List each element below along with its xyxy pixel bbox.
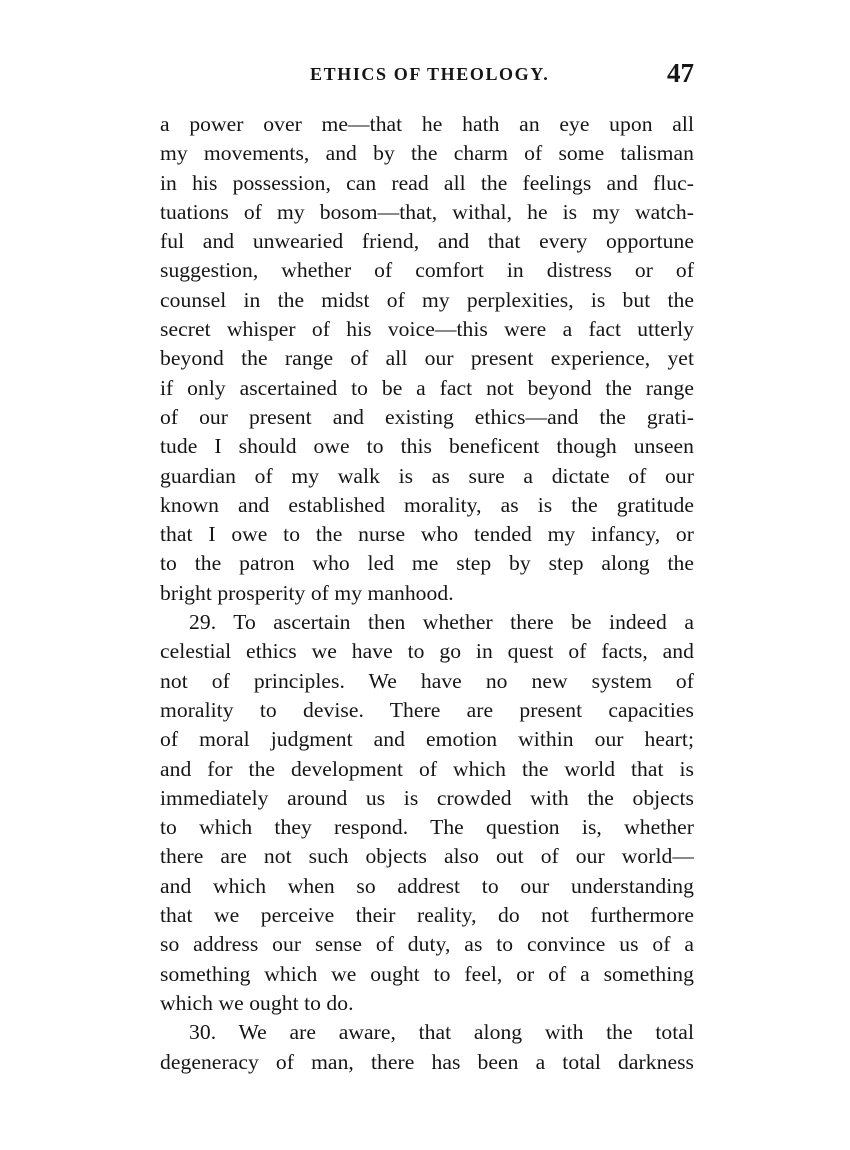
section-29-first-line: 29. To ascertain then whether there be indeed a [189, 610, 694, 635]
text-line: secret whisper of his voice—this were a fact utterly [160, 317, 694, 342]
text-line: tude I should owe to this beneficent though unseen [160, 434, 694, 459]
body-text [160, 110, 694, 1077]
paragraph-end-line: bright prosperity of my manhood. [160, 580, 454, 605]
text-line: and for the development of which the world that is [160, 756, 694, 781]
page-number: 47 [667, 58, 694, 88]
running-head [160, 58, 694, 94]
text-line: immediately around us is crowded with the objects [160, 785, 694, 810]
text-line: to the patron who led me step by step along the [160, 551, 694, 576]
text-line: that I owe to the nurse who tended my infancy, or [160, 522, 694, 547]
running-title: ETHICS OF THEOLOGY. [310, 64, 550, 84]
text-line: my movements, and by the charm of some talisman [160, 141, 694, 166]
text-line: there are not such objects also out of our world— [160, 844, 694, 869]
text-line: of moral judgment and emotion within our heart; [160, 727, 694, 752]
text-line: to which they respond. The question is, whether [160, 815, 694, 840]
text-line: celestial ethics we have to go in quest of facts, and [160, 639, 694, 664]
text-line: a power over me—that he hath an eye upon all [160, 112, 694, 136]
text-line: in his possession, can read all the feelings and fluc- [160, 170, 694, 195]
text-line: counsel in the midst of my perplexities, is but the [160, 287, 694, 312]
text-line: so address our sense of duty, as to convince us of a [160, 932, 694, 957]
section-30-first-line: 30. We are aware, that along with the total [189, 1020, 694, 1045]
text-line: known and established morality, as is the gratitude [160, 492, 694, 517]
text-line: tuations of my bosom—that, withal, he is my watch- [160, 199, 694, 224]
text-line: of our present and existing ethics—and the grati- [160, 404, 694, 429]
text-line: beyond the range of all our present experience, yet [160, 346, 694, 371]
paragraph-end-line: which we ought to do. [160, 990, 354, 1015]
text-line: ful and unwearied friend, and that every opportune [160, 229, 694, 254]
text-line: degeneracy of man, there has been a total darkness [160, 1049, 694, 1074]
text-line: suggestion, whether of comfort in distress or of [160, 258, 694, 283]
text-line: something which we ought to feel, or of a something [160, 961, 694, 986]
text-line: that we perceive their reality, do not furthermore [160, 903, 694, 928]
text-line: guardian of my walk is as sure a dictate of our [160, 463, 694, 488]
text-line: not of principles. We have no new system of [160, 668, 694, 693]
text-line: and which when so addrest to our understanding [160, 873, 694, 898]
text-line: morality to devise. There are present capacities [160, 697, 694, 722]
text-line: if only ascertained to be a fact not beyond the range [160, 375, 694, 400]
